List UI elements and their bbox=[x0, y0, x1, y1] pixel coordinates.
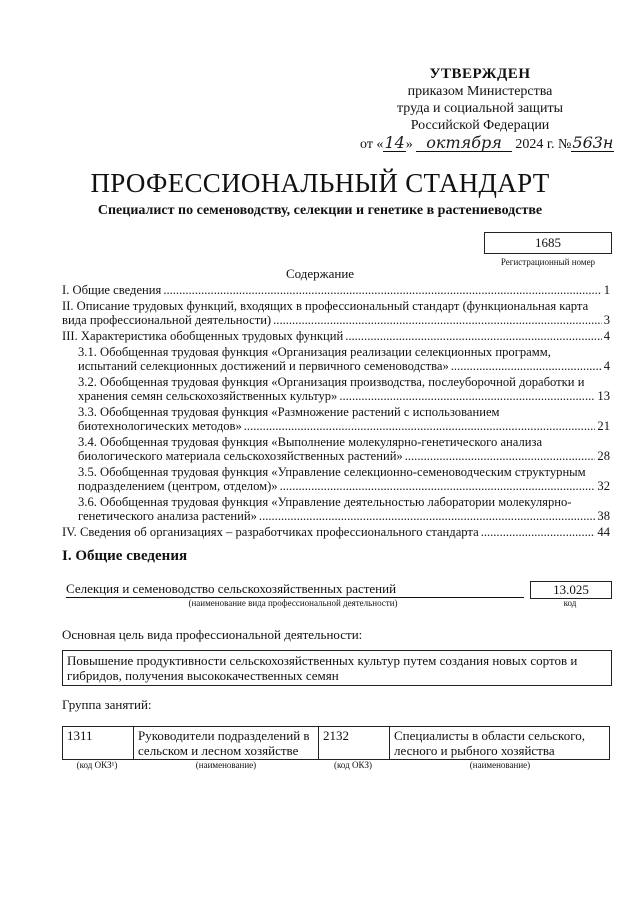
activity-caption: (наименование вида профессиональной деятельности) bbox=[188, 598, 398, 608]
toc-entry[interactable]: III. Характеристика обобщенных трудовых функций ..... 4 bbox=[62, 329, 610, 343]
approval-block bbox=[360, 66, 614, 153]
code-caption: код bbox=[563, 598, 577, 608]
approval-month: октября bbox=[416, 134, 512, 152]
section-title: I. Общие сведения bbox=[62, 548, 188, 564]
goal-label: Основная цель вида профессиональной деятельности: bbox=[62, 627, 363, 642]
approval-line-ministry: приказом Министерства bbox=[407, 84, 553, 99]
occupation-name-caption: (наименование) bbox=[469, 760, 531, 770]
approval-line-federation: Российской Федерации bbox=[410, 118, 550, 133]
activity-name: Селекция и семеноводство сельскохозяйственных растений bbox=[66, 581, 524, 598]
table-row bbox=[63, 727, 610, 760]
toc-entry[interactable]: 3.5. Обобщенная трудовая функция «Управление селекционно-семеноводческим структурным подразделением (центром, отделом)» ..... 32 bbox=[62, 465, 610, 493]
table-of-contents bbox=[62, 283, 610, 541]
document-title: ПРОФЕССИОНАЛЬНЫЙ СТАНДАРТ bbox=[90, 168, 550, 198]
approval-date: от «14» октября 2024 г. №563н bbox=[360, 133, 614, 152]
occupation-code-cell: 2132 bbox=[319, 727, 390, 760]
okz-code-caption: (код ОКЗ) bbox=[334, 760, 372, 770]
registration-number-box: 1685 bbox=[484, 232, 612, 254]
registration-number-label: Регистрационный номер bbox=[500, 257, 596, 267]
toc-title: Содержание bbox=[285, 266, 355, 281]
occupation-name-caption: (наименование) bbox=[195, 760, 257, 770]
toc-entry[interactable]: IV. Сведения об организациях – разработчиках профессионального стандарта ..... 44 bbox=[62, 525, 610, 539]
activity-code-box: 13.025 bbox=[530, 581, 612, 599]
approval-line-labor: труда и социальной защиты bbox=[397, 101, 563, 116]
approval-day: 14 bbox=[384, 133, 405, 152]
occupation-name-cell: Специалисты в области сельского, лесного и рыбного хозяйства bbox=[390, 727, 610, 760]
toc-entry[interactable]: 3.2. Обобщенная трудовая функция «Организация производства, послеуборочной доработки и хранения семян сельскохозяйственных культур» ..... 13 bbox=[62, 375, 610, 403]
goal-box: Повышение продуктивности сельскохозяйственных культур путем создания новых сортов и гибридов, получения высококачественных семян bbox=[62, 650, 612, 686]
toc-entry[interactable]: I. Общие сведения ..... 1 bbox=[62, 283, 610, 297]
toc-entry[interactable]: 3.4. Обобщенная трудовая функция «Выполнение молекулярно-генетического анализа биологического материала сельскохозяйственных растений» ..... 28 bbox=[62, 435, 610, 463]
toc-entry[interactable]: 3.1. Обобщенная трудовая функция «Организация реализации селекционных программ, испытаний селекционных достижений и первичного семеноводства» ..... 4 bbox=[62, 345, 610, 373]
document-subtitle: Специалист по семеноводству, селекции и генетике в растениеводстве bbox=[97, 203, 543, 218]
occupation-code-cell: 1311 bbox=[63, 727, 134, 760]
approval-number: 563н bbox=[572, 133, 614, 152]
toc-entry[interactable]: II. Описание трудовых функций, входящих в профессиональный стандарт (функциональная карта вида профессиональной деятельности) ..... 3 bbox=[62, 299, 610, 327]
okz-code-caption: (код ОКЗ¹) bbox=[76, 760, 118, 770]
toc-entry[interactable]: 3.6. Обобщенная трудовая функция «Управление деятельностью лаборатории молекулярно- генетического анализа растений» ..... 38 bbox=[62, 495, 610, 523]
toc-entry[interactable]: 3.3. Обобщенная трудовая функция «Размножение растений с использованием биотехнологических методов» ..... 21 bbox=[62, 405, 610, 433]
group-label: Группа занятий: bbox=[62, 697, 152, 712]
occupation-group-table bbox=[62, 726, 610, 760]
occupation-name-cell: Руководители подразделений в сельском и лесном хозяйстве bbox=[134, 727, 319, 760]
approval-title: УТВЕРЖДЕН bbox=[429, 66, 531, 82]
